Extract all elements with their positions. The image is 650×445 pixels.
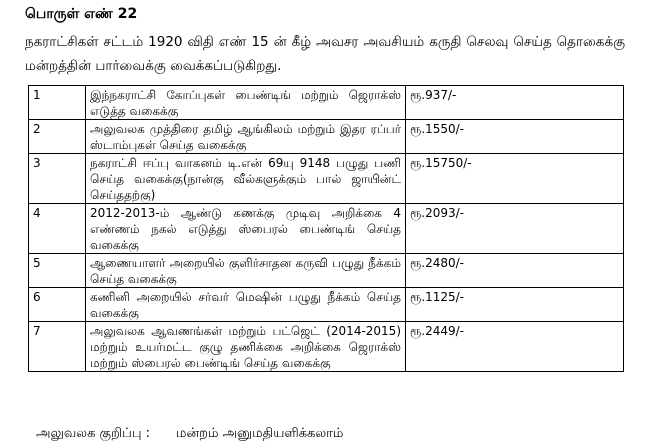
row-number: 1 [29, 86, 86, 120]
row-amount: ரூ.2480/- [406, 254, 624, 288]
table-row [29, 322, 624, 372]
table-row [29, 86, 624, 120]
table-row [29, 288, 624, 322]
table-row [29, 254, 624, 288]
row-description: இந்நகராட்சி கோப்புகள் பைண்டிங் மற்றும் ஜெராக்ஸ் எடுத்த வகைக்கு [86, 86, 406, 120]
item-heading: பொருள் எண் 22 [25, 6, 138, 22]
row-description: கணினி அறையில் சர்வர் மெஷின் பழுது நீக்கம் செய்த வகைக்கு [86, 288, 406, 322]
intro-paragraph: நகராட்சிகள் சட்டம் 1920 விதி எண் 15 ன் கீழ் அவசர அவசியம் கருதி செலவு செய்த தொகைக்கு மன்றத்தின் பார்வைக்கு வைக்கப்படுகிறது. [25, 34, 625, 74]
office-note [36, 426, 343, 442]
row-amount: ரூ.2449/- [406, 322, 624, 372]
row-description: 2012-2013-ம் ஆண்டு கணக்கு முடிவு அறிக்கை 4 எண்ணம் நகல் எடுத்து ஸ்பைரல் பைண்டிங் செய்த வகைக்கு [86, 204, 406, 254]
office-note-label: அலுவலக குறிப்பு : [36, 426, 151, 441]
row-number: 5 [29, 254, 86, 288]
row-amount: ரூ.1550/- [406, 120, 624, 154]
office-note-value: மன்றம் அனுமதியளிக்கலாம் [176, 426, 344, 441]
row-number: 7 [29, 322, 86, 372]
expense-table [28, 85, 624, 372]
row-amount: ரூ.937/- [406, 86, 624, 120]
table-row [29, 120, 624, 154]
row-description: நகராட்சி ஈப்பு வாகனம் டி.என் 69யு 9148 பழுது பணி செய்த வகைக்கு(நான்கு வீல்களுக்கும் பால் ஜாயின்ட் செய்ததற்கு) [86, 154, 406, 204]
table-row [29, 154, 624, 204]
table-row [29, 204, 624, 254]
row-amount: ரூ.1125/- [406, 288, 624, 322]
row-amount: ரூ.2093/- [406, 204, 624, 254]
row-number: 6 [29, 288, 86, 322]
row-amount: ரூ.15750/- [406, 154, 624, 204]
row-number: 3 [29, 154, 86, 204]
row-description: ஆணையாளர் அறையில் குளிர்சாதன கருவி பழுது நீக்கம் செய்த வகைக்கு [86, 254, 406, 288]
row-number: 4 [29, 204, 86, 254]
row-number: 2 [29, 120, 86, 154]
row-description: அலுவலக ஆவணங்கள் மற்றும் பட்ஜெட் (2014-2015) மற்றும் உயர்மட்ட குழு தணிக்கை அறிக்கை ஜெராக்ஸ் மற்றும் ஸ்பைரல் பைண்டிங் செய்த வகைக்கு [86, 322, 406, 372]
row-description: அலுவலக முத்திரை தமிழ் ஆங்கிலம் மற்றும் இதர ரப்பர் ஸ்டாம்புகள் செய்த வகைக்கு [86, 120, 406, 154]
